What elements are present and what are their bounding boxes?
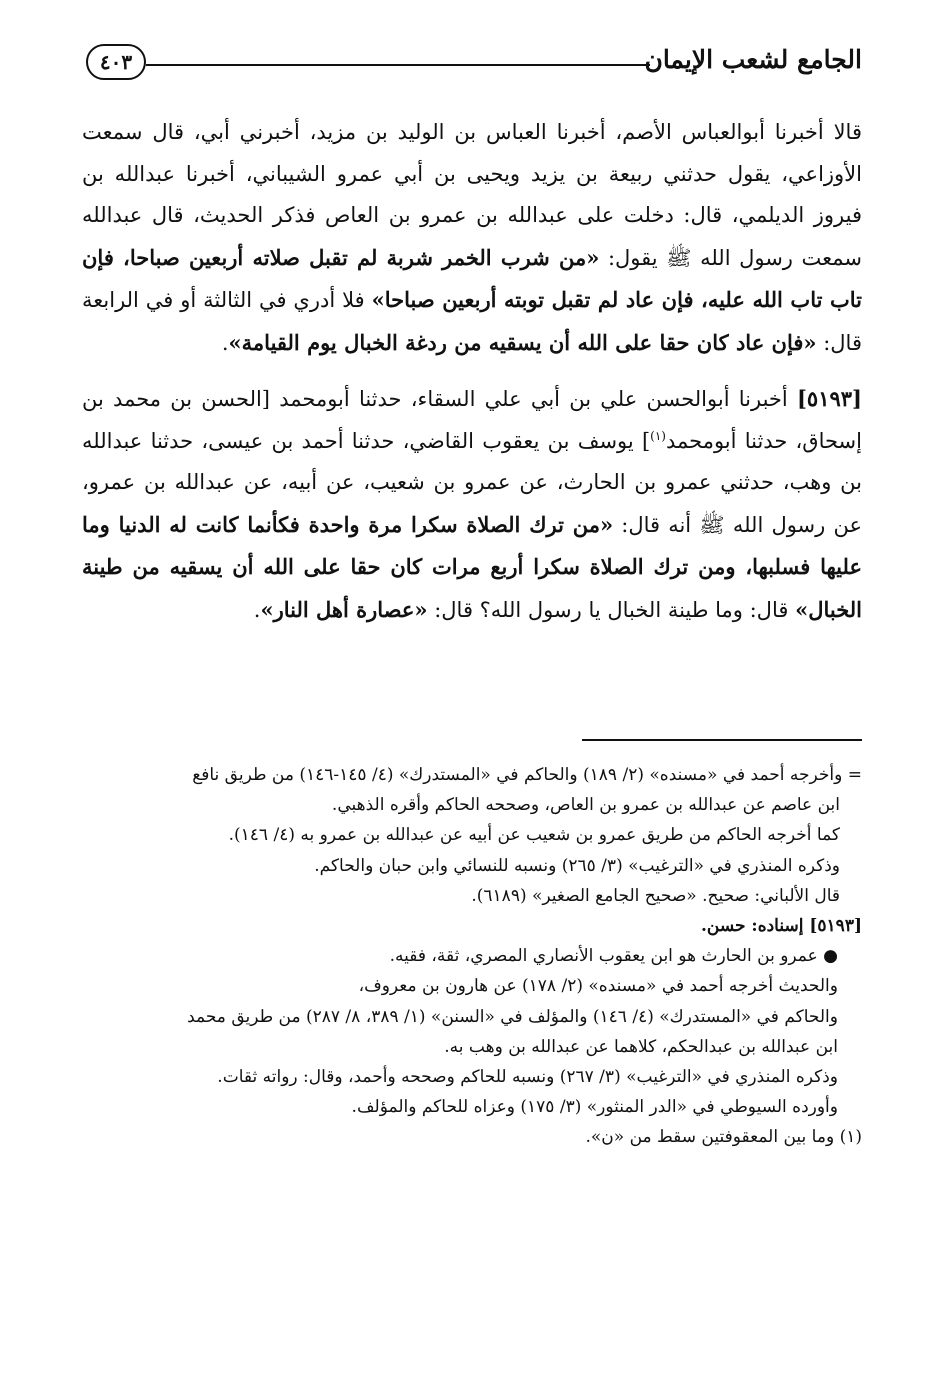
end-punctuation: . bbox=[221, 330, 229, 355]
text-run: ] يوسف بن يعقوب القاضي، حدثنا أحمد بن عيسى، حدثنا عبدالله بن وهب، حدثني عمرو بن الحارث، عن عمرو بن شعيب، عن أبيه، عن عبدالله بن عمرو، عن رسول الله ﷺ أنه قال: bbox=[82, 428, 862, 537]
text-run: أخبرنا أبوالحسن علي بن أبي علي السقاء، حدثنا أبومحمد [الحسن بن محمد بن إسحاق، حدثنا أبومحمد bbox=[82, 387, 862, 453]
header-rule bbox=[146, 64, 650, 66]
note-line: ابن عبدالله بن عبدالحكم، كلاهما عن عبدالله بن وهب به. bbox=[444, 1036, 838, 1057]
note-line: وذكره المنذري في «الترغيب» (٣/ ٢٦٥) ونسبه للنسائي وابن حبان والحاكم. bbox=[314, 855, 840, 876]
note-line: كما أخرجه الحاكم من طريق عمرو بن شعيب عن أبيه عن عبدالله بن عمرو به (٤/ ١٤٦). bbox=[228, 825, 840, 846]
note-line: قال الألباني: صحيح. «صحيح الجامع الصغير» (٦١٨٩). bbox=[471, 885, 840, 906]
note-line: والحديث أخرجه أحمد في «مسنده» (٢/ ١٧٨) عن هارون بن معروف، bbox=[358, 976, 838, 997]
hadith-quote: «من ترك الصلاة سكرا مرة واحدة فكأنما كانت له الدنيا وما عليها فسلبها، ومن ترك الصلاة سكرا أربع مرات كان حقا على الله أن يسقيه من طينة الخبال» bbox=[82, 511, 862, 622]
note-heading: [٥١٩٣] إسناده: حسن. bbox=[700, 916, 862, 937]
hadith-quote: «عصارة أهل النار» bbox=[260, 596, 428, 622]
text-run: قالا أخبرنا أبوالعباس الأصم، أخبرنا العباس بن الوليد بن مزيد، أخبرني أبي، قال سمعت الأوزاعي، يقول حدثني ربيعة بن يزيد ويحيى بن أبي عمرو الشيباني، أخبرنا عبدالله بن فيروز الديلمي، قال: دخلت على عبدالله بن عمرو بن العاص فذكر الحديث، قال عبدالله سمعت رسول الله ﷺ يقول: bbox=[82, 120, 862, 270]
hadith-quote: «من شرب الخمر شربة لم تقبل صلاته أربعين صباحا، فإن تاب تاب الله عليه، فإن عاد لم تقبل توبته أربعين صباحا» bbox=[82, 244, 862, 312]
note-line: ● عمرو بن الحارث هو ابن يعقوب الأنصاري المصري، ثقة، فقيه. bbox=[389, 946, 838, 967]
page-number: ٤٠٣ bbox=[86, 44, 146, 80]
hadith-number: [٥١٩٣] bbox=[796, 386, 862, 411]
end-punctuation: . bbox=[253, 597, 261, 622]
note-line: وذكره المنذري في «الترغيب» (٣/ ٢٦٧) ونسبه للحاكم وصححه وأحمد، وقال: رواته ثقات. bbox=[217, 1067, 838, 1088]
hadith-quote: «فإن عاد كان حقا على الله أن يسقيه من ردغة الخبال يوم القيامة» bbox=[228, 329, 817, 355]
paragraph-2 bbox=[82, 378, 862, 631]
footnotes bbox=[82, 760, 862, 1153]
page-header bbox=[86, 42, 862, 102]
main-text bbox=[82, 112, 862, 631]
text-run: فلا أدري في الثالثة أو في الرابعة قال: bbox=[82, 288, 862, 355]
note-line: = وأخرجه أحمد في «مسنده» (٢/ ١٨٩) والحاكم في «المستدرك» (٤/ ١٤٥-١٤٦) من طريق نافع bbox=[192, 765, 862, 785]
note-line: والحاكم في «المستدرك» (٤/ ١٤٦) والمؤلف في «السنن» (١/ ٣٨٩، ٨/ ٢٨٧) من طريق محمد bbox=[187, 1006, 838, 1027]
note-line: وأورده السيوطي في «الدر المنثور» (٣/ ١٧٥) وعزاه للحاكم والمؤلف. bbox=[351, 1097, 838, 1118]
paragraph-1 bbox=[82, 112, 862, 364]
footnote-separator bbox=[582, 739, 862, 741]
footnote-1: (١) وما بين المعقوفتين سقط من «ن». bbox=[585, 1127, 862, 1148]
running-title: الجامع لشعب الإيمان bbox=[644, 45, 862, 74]
footnote-marker: (١) bbox=[650, 428, 666, 443]
note-line: ابن عاصم عن عبدالله بن عمرو بن العاص، وصححه الحاكم وأقره الذهبي. bbox=[331, 795, 840, 816]
text-run: قال: وما طينة الخبال يا رسول الله؟ قال: bbox=[434, 597, 789, 622]
